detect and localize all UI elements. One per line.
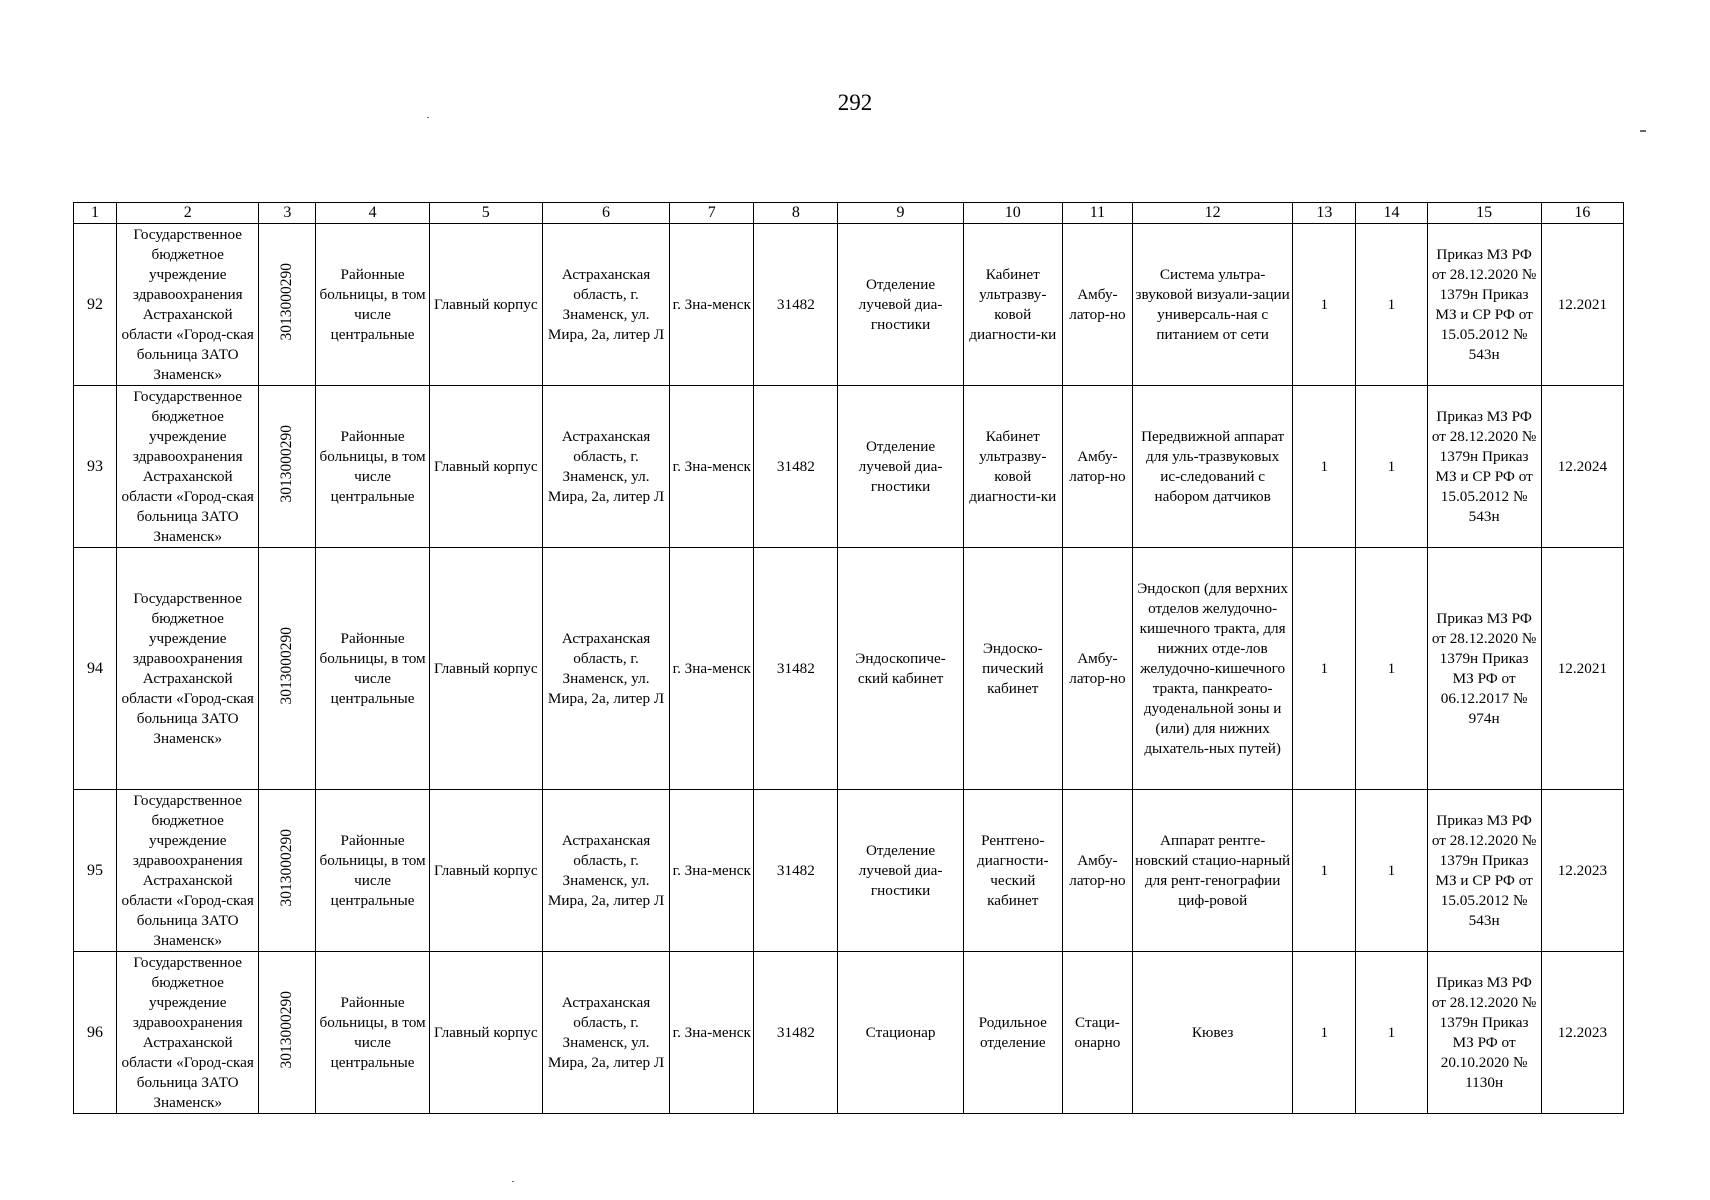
city: г. Зна-менск [670,386,754,548]
code: 31482 [754,548,838,790]
column-header: 13 [1293,203,1356,224]
equipment: Аппарат рентге-новский стацио-нарный для рент-генографии циф-ровой [1132,790,1292,952]
table-row [74,548,1624,790]
city: г. Зна-менск [670,952,754,1114]
scan-speck [1640,130,1646,132]
row-number: 94 [74,548,117,790]
quantity: 1 [1356,952,1427,1114]
care-form: Амбу-латор-но [1062,386,1132,548]
inn-value: 3013000290 [278,626,296,705]
facility-type: Районные больницы, в том числе центральные [316,224,429,386]
registry-table [73,202,1624,1114]
inn-value: 3013000290 [278,990,296,1069]
inn-value: 3013000290 [278,424,296,503]
column-header: 4 [316,203,429,224]
building: Главный корпус [429,386,542,548]
column-header: 5 [429,203,542,224]
facility-type: Районные больницы, в том числе центральные [316,548,429,790]
column-header: 8 [754,203,838,224]
order-reference: Приказ МЗ РФ от 28.12.2020 № 1379н Приказ МЗ и СР РФ от 15.05.2012 № 543н [1427,224,1541,386]
inn-cell [259,224,316,386]
code: 31482 [754,224,838,386]
table-row [74,386,1624,548]
page-number: 292 [837,90,873,115]
department: Эндоскопиче-ский кабинет [838,548,963,790]
building: Главный корпус [429,548,542,790]
row-number: 96 [74,952,117,1114]
institution-name: Государственное бюджетное учреждение здравоохранения Астраханской области «Город-ская больница ЗАТО Знаменск» [117,224,259,386]
date: 12.2021 [1541,224,1623,386]
institution-name: Государственное бюджетное учреждение здравоохранения Астраханской области «Город-ская больница ЗАТО Знаменск» [117,952,259,1114]
inn-value: 3013000290 [278,828,296,907]
table-row [74,790,1624,952]
facility-type: Районные больницы, в том числе центральные [316,952,429,1114]
column-header: 6 [542,203,669,224]
address: Астраханская область, г. Знаменск, ул. Мира, 2а, литер Л [542,548,669,790]
table-row [74,952,1624,1114]
building: Главный корпус [429,790,542,952]
care-form: Амбу-латор-но [1062,548,1132,790]
column-header: 2 [117,203,259,224]
room: Кабинет ультразву-ковой диагности-ки [963,386,1062,548]
address: Астраханская область, г. Знаменск, ул. Мира, 2а, литер Л [542,790,669,952]
scan-speck [512,1181,514,1182]
city: г. Зна-менск [670,224,754,386]
care-form: Амбу-латор-но [1062,224,1132,386]
date: 12.2024 [1541,386,1623,548]
row-number: 92 [74,224,117,386]
order-reference: Приказ МЗ РФ от 28.12.2020 № 1379н Приказ МЗ РФ от 20.10.2020 № 1130н [1427,952,1541,1114]
order-reference: Приказ МЗ РФ от 28.12.2020 № 1379н Приказ МЗ и СР РФ от 15.05.2012 № 543н [1427,386,1541,548]
quantity: 1 [1293,790,1356,952]
inn-cell [259,790,316,952]
quantity: 1 [1293,548,1356,790]
room: Эндоско-пический кабинет [963,548,1062,790]
quantity: 1 [1293,224,1356,386]
column-header: 10 [963,203,1062,224]
column-header: 12 [1132,203,1292,224]
column-header: 11 [1062,203,1132,224]
facility-type: Районные больницы, в том числе центральные [316,386,429,548]
city: г. Зна-менск [670,790,754,952]
row-number: 93 [74,386,117,548]
order-reference: Приказ МЗ РФ от 28.12.2020 № 1379н Приказ МЗ РФ от 06.12.2017 № 974н [1427,548,1541,790]
building: Главный корпус [429,952,542,1114]
column-header: 7 [670,203,754,224]
equipment: Эндоскоп (для верхних отделов желудочно-кишечного тракта, для нижних отде-лов желудочно-кишечного тракта, панкреато-дуоденальной зоны и (или) для нижних дыхатель-ных путей) [1132,548,1292,790]
building: Главный корпус [429,224,542,386]
date: 12.2021 [1541,548,1623,790]
code: 31482 [754,952,838,1114]
quantity: 1 [1356,224,1427,386]
code: 31482 [754,790,838,952]
equipment: Кювез [1132,952,1292,1114]
column-header: 1 [74,203,117,224]
quantity: 1 [1356,386,1427,548]
order-reference: Приказ МЗ РФ от 28.12.2020 № 1379н Приказ МЗ и СР РФ от 15.05.2012 № 543н [1427,790,1541,952]
inn-cell [259,548,316,790]
quantity: 1 [1293,952,1356,1114]
quantity: 1 [1293,386,1356,548]
column-header: 16 [1541,203,1623,224]
department: Отделение лучевой диа-гностики [838,386,963,548]
table-row [74,224,1624,386]
institution-name: Государственное бюджетное учреждение здравоохранения Астраханской области «Город-ская больница ЗАТО Знаменск» [117,790,259,952]
quantity: 1 [1356,790,1427,952]
inn-cell [259,952,316,1114]
department: Отделение лучевой диа-гностики [838,790,963,952]
care-form: Амбу-латор-но [1062,790,1132,952]
equipment: Система ультра-звуковой визуали-зации универсаль-ная с питанием от сети [1132,224,1292,386]
column-header: 15 [1427,203,1541,224]
date: 12.2023 [1541,952,1623,1114]
date: 12.2023 [1541,790,1623,952]
column-header: 9 [838,203,963,224]
inn-cell [259,386,316,548]
room: Родильное отделение [963,952,1062,1114]
institution-name: Государственное бюджетное учреждение здравоохранения Астраханской области «Город-ская больница ЗАТО Знаменск» [117,548,259,790]
inn-value: 3013000290 [278,262,296,341]
address: Астраханская область, г. Знаменск, ул. Мира, 2а, литер Л [542,952,669,1114]
city: г. Зна-менск [670,548,754,790]
room: Рентгено-диагности-ческий кабинет [963,790,1062,952]
department: Отделение лучевой диа-гностики [838,224,963,386]
column-header: 3 [259,203,316,224]
equipment: Передвижной аппарат для уль-тразвуковых ис-следований с набором датчиков [1132,386,1292,548]
address: Астраханская область, г. Знаменск, ул. Мира, 2а, литер Л [542,386,669,548]
facility-type: Районные больницы, в том числе центральные [316,790,429,952]
address: Астраханская область, г. Знаменск, ул. Мира, 2а, литер Л [542,224,669,386]
code: 31482 [754,386,838,548]
quantity: 1 [1356,548,1427,790]
column-number-row [74,203,1624,224]
room: Кабинет ультразву-ковой диагности-ки [963,224,1062,386]
column-header: 14 [1356,203,1427,224]
institution-name: Государственное бюджетное учреждение здравоохранения Астраханской области «Город-ская больница ЗАТО Знаменск» [117,386,259,548]
scan-speck [427,117,429,118]
care-form: Стаци-онарно [1062,952,1132,1114]
row-number: 95 [74,790,117,952]
department: Стационар [838,952,963,1114]
